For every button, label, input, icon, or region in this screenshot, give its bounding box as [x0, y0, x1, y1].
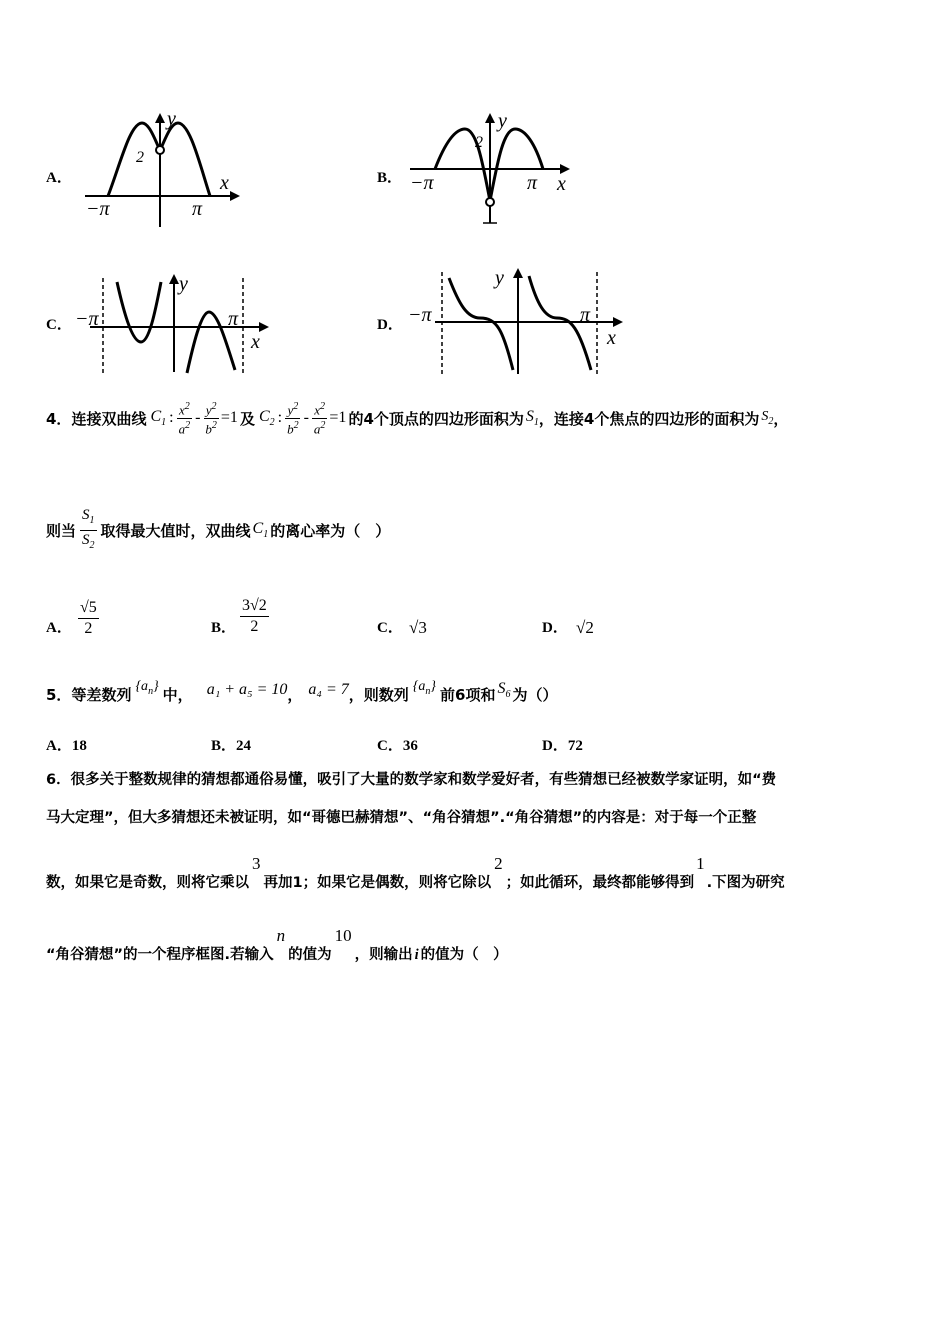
q5-option-c	[377, 734, 418, 755]
q3-a-y: y	[167, 108, 176, 130]
q5-text5: 为（）	[512, 685, 558, 704]
q6-line4-b: 的值为	[288, 947, 332, 963]
q4-c1-frac2: $\frac{y^2}{b^2}$	[205, 401, 217, 436]
q4-c2-frac2: $\frac{x^2}{a^2}$	[313, 401, 326, 436]
q4-option-b-label: B．	[211, 620, 237, 636]
q4-text1: 连接双曲线	[71, 409, 147, 428]
q6-n2: 2	[494, 854, 503, 873]
q6-n10: 10	[334, 926, 352, 945]
q5-text4: 前6项和	[440, 685, 496, 704]
q4-option-c-value: √3	[409, 618, 427, 637]
q6-line3-d: .下图为研究	[706, 875, 785, 891]
q3-b-x: x	[557, 173, 566, 195]
q3-b-tick: 2	[475, 134, 483, 151]
q4-text2: 的4个顶点的四边形面积为	[348, 409, 524, 428]
q6-line3-a: 数，如果它是奇数，则将它乘以	[46, 875, 249, 891]
q6-line2: 马大定理”，但大多猜想还未被证明，如“哥德巴赫猜想”、“角谷猜想”.“角谷猜想”的内容是：对于每一个正整	[46, 810, 757, 826]
q5-option-a-label: A．	[46, 738, 72, 754]
q4-line2	[46, 508, 390, 552]
q4-option-a-label: A．	[46, 620, 72, 636]
q4-s1-sub: 1	[533, 417, 539, 429]
q6-line4	[46, 924, 508, 964]
q3-c-neg-pi: −π	[75, 308, 99, 330]
q5-s6-sub: 6	[505, 689, 511, 701]
q4-c1-frac1: $\frac{x^2}{a^2}$	[178, 401, 191, 436]
q5-option-c-label: C．	[377, 738, 403, 754]
q4-c2-name: C	[258, 407, 270, 425]
q5-s6-name: S	[497, 679, 506, 697]
q3-a-pos-pi: π	[192, 198, 203, 220]
q4-line1: 4． 连接双曲线 $C_1$ : $\frac{x^2}{a^2}$ - $\frac{y^2}{b^2}$ =1 及 $C_2$ : $\frac{y^2}{b^2}$ - $\frac{x^2}{a^2}$ =1 的4个顶点的四边形面积为 $S_1$ ，连接4个焦点的四边形的面积为 $S_2$ ，	[46, 401, 789, 436]
q5-text1: 等差数列	[71, 685, 132, 704]
q5-option-d	[542, 734, 583, 755]
q3-d-x: x	[607, 327, 616, 349]
q5-cond1: a₁ + a₅ = 10	[206, 681, 288, 698]
q3-graph-d	[405, 264, 630, 379]
q5-number: 5．	[46, 685, 72, 704]
q4-option-c-label: C．	[377, 620, 403, 636]
q5-seq2: $\{a_n\}$	[412, 679, 437, 697]
q4-s1-over-s2: $\frac{S_1}{S_2}$	[82, 506, 95, 551]
q4-s1-name: S	[525, 407, 534, 425]
q4-line2-b: 取得最大值时，双曲线	[100, 521, 251, 540]
q3-c-pos-pi: π	[228, 308, 239, 330]
q4-options	[46, 598, 746, 646]
q5-s6	[497, 680, 510, 700]
q4-s1	[526, 408, 539, 428]
q3-b-y: y	[498, 110, 507, 132]
q4-c1-sub: 1	[161, 417, 167, 429]
q4-c2-sub: 2	[269, 417, 275, 429]
q3-graph-c	[75, 268, 275, 380]
q3-option-a-label: A．	[46, 170, 72, 186]
q4-line2-a: 则当	[46, 521, 77, 540]
q5-options	[46, 734, 746, 754]
q4-s2-name: S	[761, 409, 769, 425]
q4-c2-frac1: $\frac{y^2}{b^2}$	[287, 401, 299, 436]
q6-n3: 3	[252, 854, 261, 873]
q3-d-y: y	[495, 267, 504, 289]
q6-line4-a: “角谷猜想”的一个程序框图.若输入	[46, 947, 274, 963]
q3-option-c-label: C．	[46, 317, 72, 333]
q5-seq-sub: n	[148, 685, 154, 697]
q5-text3: ，则数列	[348, 685, 409, 704]
q6-line3-b: 再加1；如果它是偶数，则将它除以	[263, 875, 492, 891]
q3-graph-a	[80, 105, 245, 230]
q3-c-x: x	[251, 331, 260, 353]
q4-number: 4．	[46, 409, 72, 428]
q3-d-pos-pi: π	[580, 304, 591, 326]
q4-option-d-label: D．	[542, 620, 568, 636]
q5-option-b-label: B．	[211, 738, 237, 754]
q6-var-n: n	[276, 926, 286, 945]
q5-option-c-value: 36	[402, 738, 418, 754]
q5-sep: ，	[287, 685, 303, 704]
q4-c1	[150, 408, 166, 428]
q6-line3-c: ；如此循环，最终都能够得到	[505, 875, 695, 891]
q4-s2	[761, 409, 773, 427]
q3-d-neg-pi: −π	[408, 304, 432, 326]
q5-option-b-value: 24	[236, 738, 252, 754]
q5-cond2: a₄ = 7	[308, 681, 349, 698]
q4-c1-name: C	[150, 407, 162, 425]
q6-line1: 6．很多关于整数规律的猜想都通俗易懂，吸引了大量的数学家和数学爱好者，有些猜想已经被数学家证明，如“费	[46, 772, 777, 788]
q4-c2	[259, 408, 275, 428]
q3-a-neg-pi: −π	[86, 198, 110, 220]
q5-option-a-value: 18	[71, 738, 87, 754]
q4-comma: ，	[773, 409, 789, 428]
q3-option-d-label: D．	[377, 317, 403, 333]
q5-option-d-label: D．	[542, 738, 568, 754]
q6-n1: 1	[696, 854, 705, 873]
q4-option-b-value: $\frac{3√2}{2}$	[242, 597, 267, 635]
q4-s2-sub: 2	[768, 415, 774, 427]
q6-line4-d: 的值为（ ）	[420, 947, 508, 963]
q6-var-i: i	[414, 947, 419, 963]
q3-b-pos-pi: π	[527, 172, 538, 194]
q5-seq-close: }	[153, 679, 159, 695]
q3-a-x: x	[220, 172, 229, 194]
q6-line4-c: ，则输出	[354, 947, 413, 963]
q6-line3	[46, 852, 785, 892]
q3-a-tick: 2	[136, 149, 144, 166]
q4-line2-c: 的离心率为（ ）	[270, 521, 391, 540]
q5-seq	[135, 679, 158, 697]
q5-line	[46, 676, 557, 712]
q4-text3: ，连接4个焦点的四边形的面积为	[538, 409, 760, 428]
q3-graph-b	[405, 105, 580, 230]
q5-seq-a: {a	[135, 679, 149, 695]
q4-and: 及	[239, 409, 255, 428]
q3-option-b-label: B．	[377, 170, 403, 186]
q5-text2: 中，	[162, 685, 193, 704]
q3-c-y: y	[179, 273, 188, 295]
q4-c1-ref: $C_1$	[252, 519, 269, 541]
q3-b-neg-pi: −π	[410, 172, 434, 194]
q4-option-a-value: $\frac{√5}{2}$	[80, 599, 97, 637]
q5-option-a	[46, 734, 87, 755]
q5-option-d-value: 72	[567, 738, 583, 754]
q5-option-b	[211, 734, 251, 755]
q4-option-d-value: √2	[576, 618, 594, 637]
